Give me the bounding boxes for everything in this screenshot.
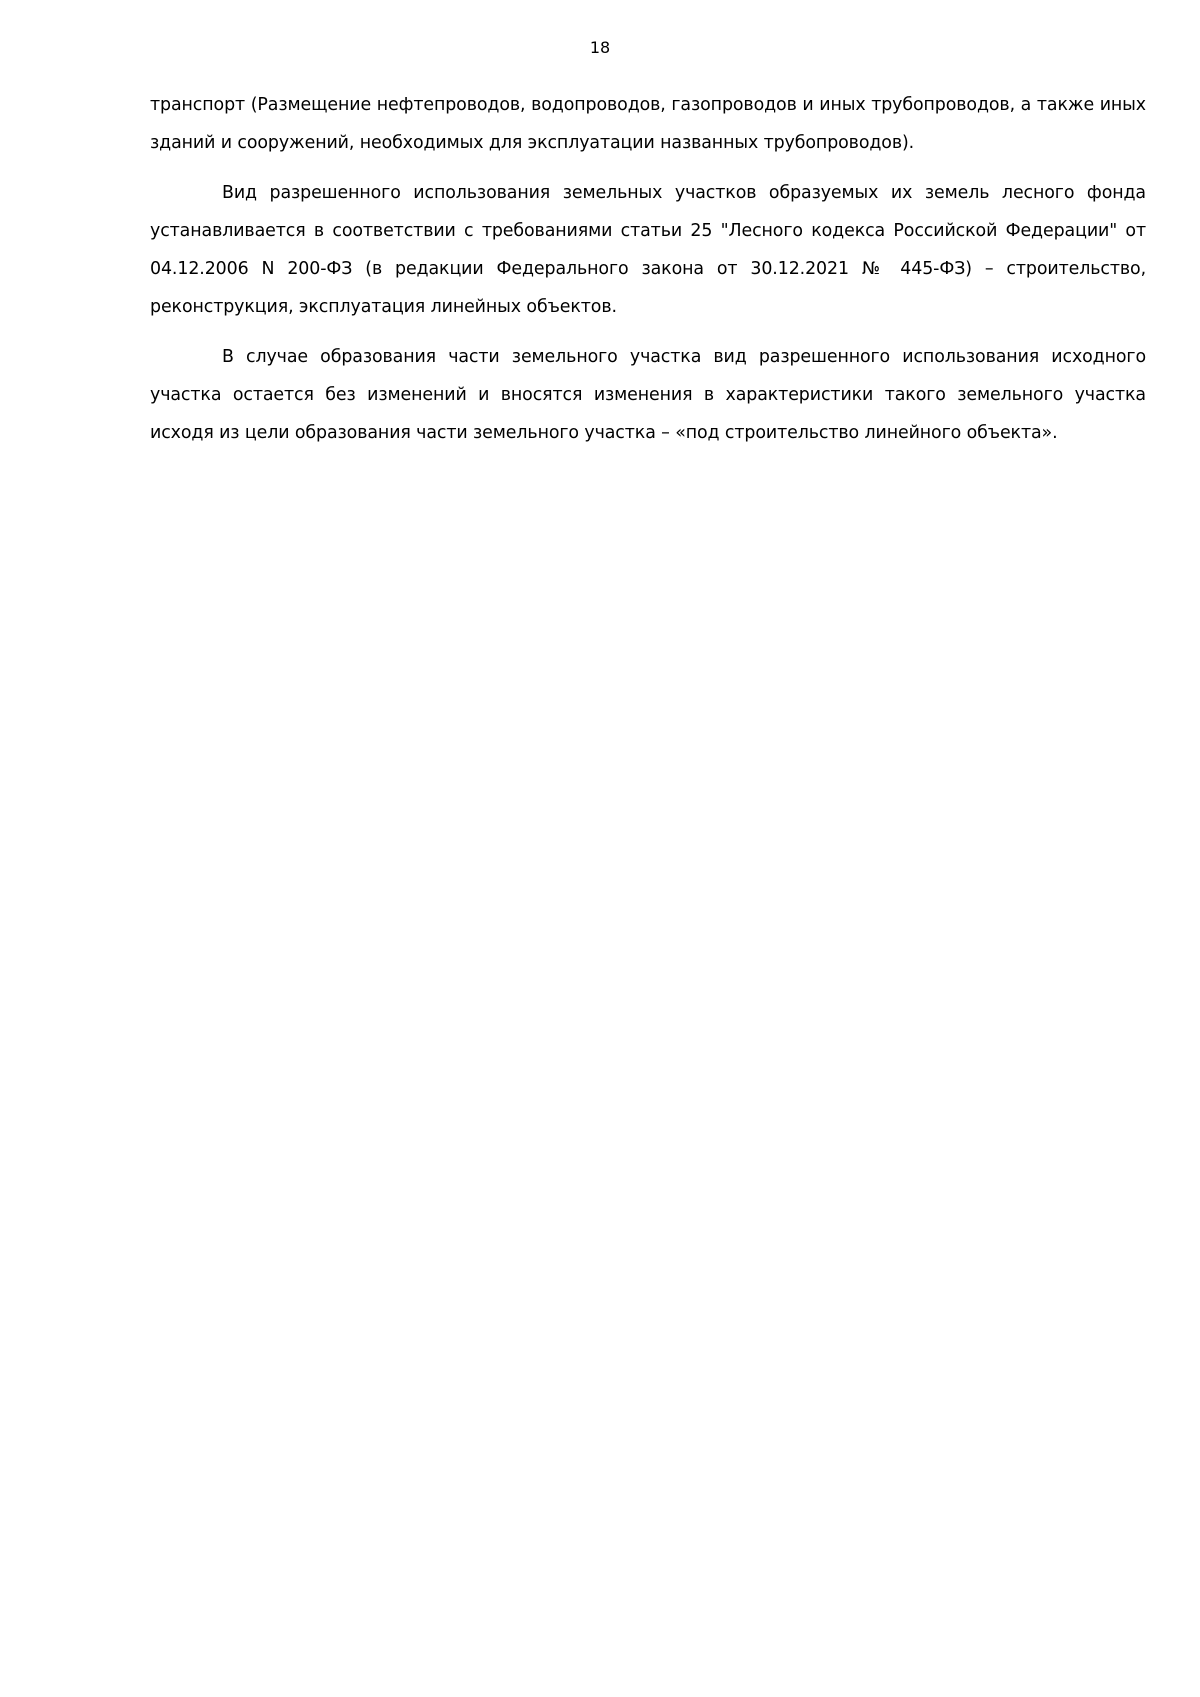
paragraph-forest-land-use: Вид разрешенного использования земельных участков образуемых их земель лесного фонда устанавливается в соответствии с требованиями статьи 25 "Лесного кодекса Российской Федерации" от 04.12.2006 N 200-ФЗ (в редакции Федерального закона от 30.12.2021 № 445-ФЗ) – строительство, реконструкция, эксплуатация линейных объектов. bbox=[150, 183, 1146, 317]
document-body bbox=[150, 86, 1146, 464]
page-number: 18 bbox=[589, 38, 611, 57]
paragraph-continuation: транспорт (Размещение нефтепроводов, водопроводов, газопроводов и иных трубопроводов, а также иных зданий и сооружений, необходимых для эксплуатации названных трубопроводов). bbox=[150, 95, 1146, 153]
paragraph-land-plot-part: В случае образования части земельного участка вид разрешенного использования исходного участка остается без изменений и вносятся изменения в характеристики такого земельного участка исходя из цели образования части земельного участка – «под строительство линейного объекта». bbox=[150, 347, 1146, 443]
